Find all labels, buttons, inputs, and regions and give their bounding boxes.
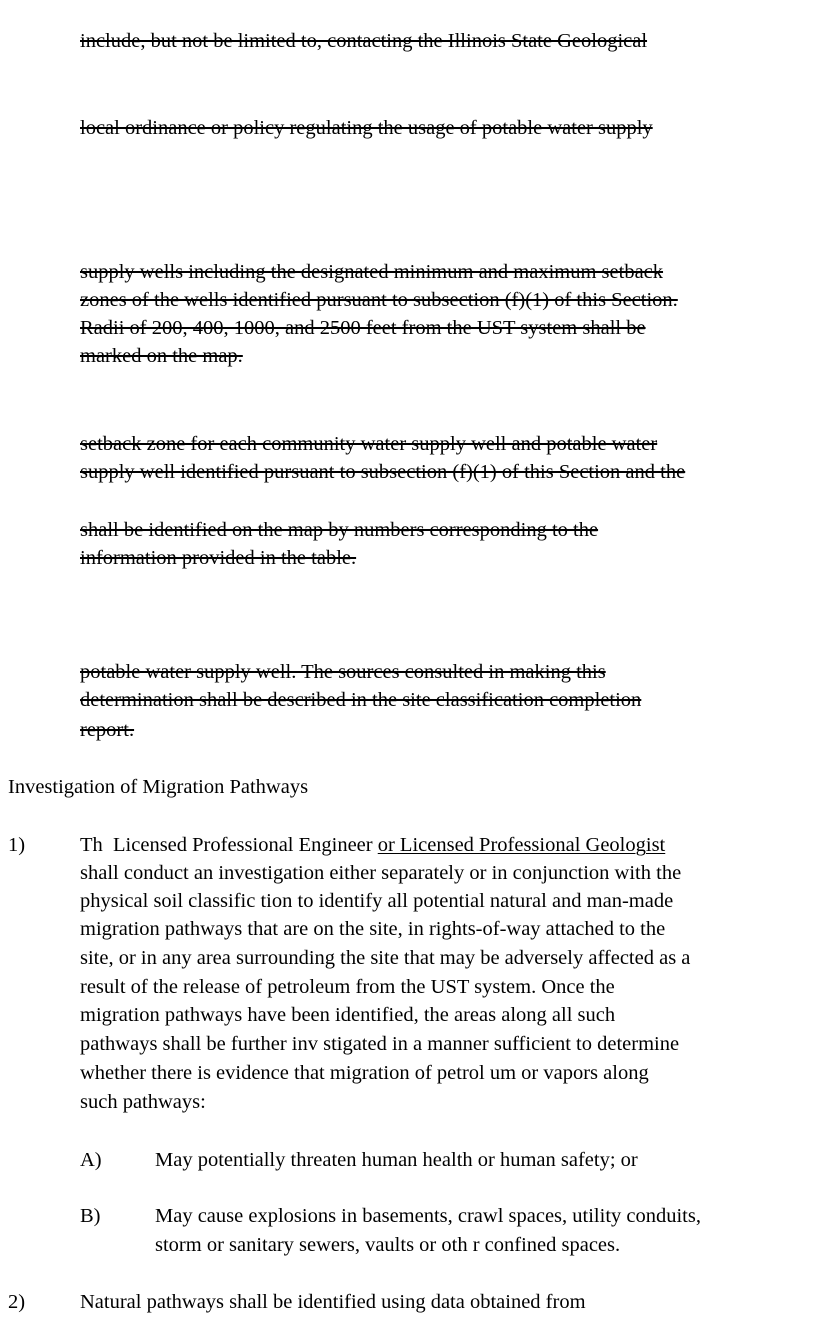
struck-text-line: local ordinance or policy regulating the usage of potable water supply xyxy=(80,117,653,139)
struck-text-line: report. xyxy=(80,719,135,741)
paragraph-line: migration pathways that are on the site, in rights-of-way attached to the xyxy=(80,918,666,940)
struck-text-line: information provided in the table. xyxy=(80,547,357,569)
struck-text-line: supply well identified pursuant to subsection (f)(1) of this Section and the xyxy=(80,461,686,483)
subitem-line: storm or sanitary sewers, vaults or oth r confined spaces. xyxy=(155,1234,621,1256)
struck-text-line: shall be identified on the map by numbers corresponding to the xyxy=(80,519,599,541)
inserted-underlined-text: or Licensed Professional Geologist xyxy=(377,834,666,856)
struck-text-line: zones of the wells identified pursuant to subsection (f)(1) of this Section. xyxy=(80,289,678,311)
struck-text-line: potable water supply well. The sources consulted in making this xyxy=(80,661,606,683)
struck-text-line: supply wells including the designated minimum and maximum setback xyxy=(80,261,664,283)
item-marker: 1) xyxy=(8,834,26,856)
item-first-line-text: Th Licensed Professional Engineer xyxy=(80,834,378,856)
paragraph-line: pathways shall be further inv stigated in a manner sufficient to determine xyxy=(80,1033,680,1055)
struck-text-line: determination shall be described in the site classification completion xyxy=(80,689,642,711)
struck-text-line: setback zone for each community water supply well and potable water xyxy=(80,433,658,455)
paragraph-line: result of the release of petroleum from the UST system. Once the xyxy=(80,976,615,998)
paragraph-line: shall conduct an investigation either separately or in conjunction with the xyxy=(80,862,682,884)
paragraph-line: such pathways: xyxy=(80,1091,206,1113)
struck-text-line: Radii of 200, 400, 1000, and 2500 feet from the UST system shall be xyxy=(80,317,646,339)
paragraph-line: migration pathways have been identified, the areas along all such xyxy=(80,1004,616,1026)
item-marker: 2) xyxy=(8,1291,26,1313)
subitem-marker: B) xyxy=(80,1205,101,1227)
section-heading: Investigation of Migration Pathways xyxy=(8,776,309,798)
subitem-marker: A) xyxy=(80,1149,102,1171)
paragraph-line: Natural pathways shall be identified using data obtained from xyxy=(80,1291,586,1313)
paragraph-line: physical soil classific tion to identify all potential natural and man-made xyxy=(80,890,674,912)
struck-text-line: marked on the map. xyxy=(80,345,243,367)
struck-text-line: include, but not be limited to, contacting the Illinois State Geological xyxy=(80,30,648,52)
paragraph-line: site, or in any area surrounding the site that may be adversely affected as a xyxy=(80,947,691,969)
paragraph-line: whether there is evidence that migration of petrol um or vapors along xyxy=(80,1062,649,1084)
item-first-line xyxy=(80,831,665,860)
subitem-line: May cause explosions in basements, crawl spaces, utility conduits, xyxy=(155,1205,701,1227)
subitem-line: May potentially threaten human health or human safety; or xyxy=(155,1149,638,1171)
